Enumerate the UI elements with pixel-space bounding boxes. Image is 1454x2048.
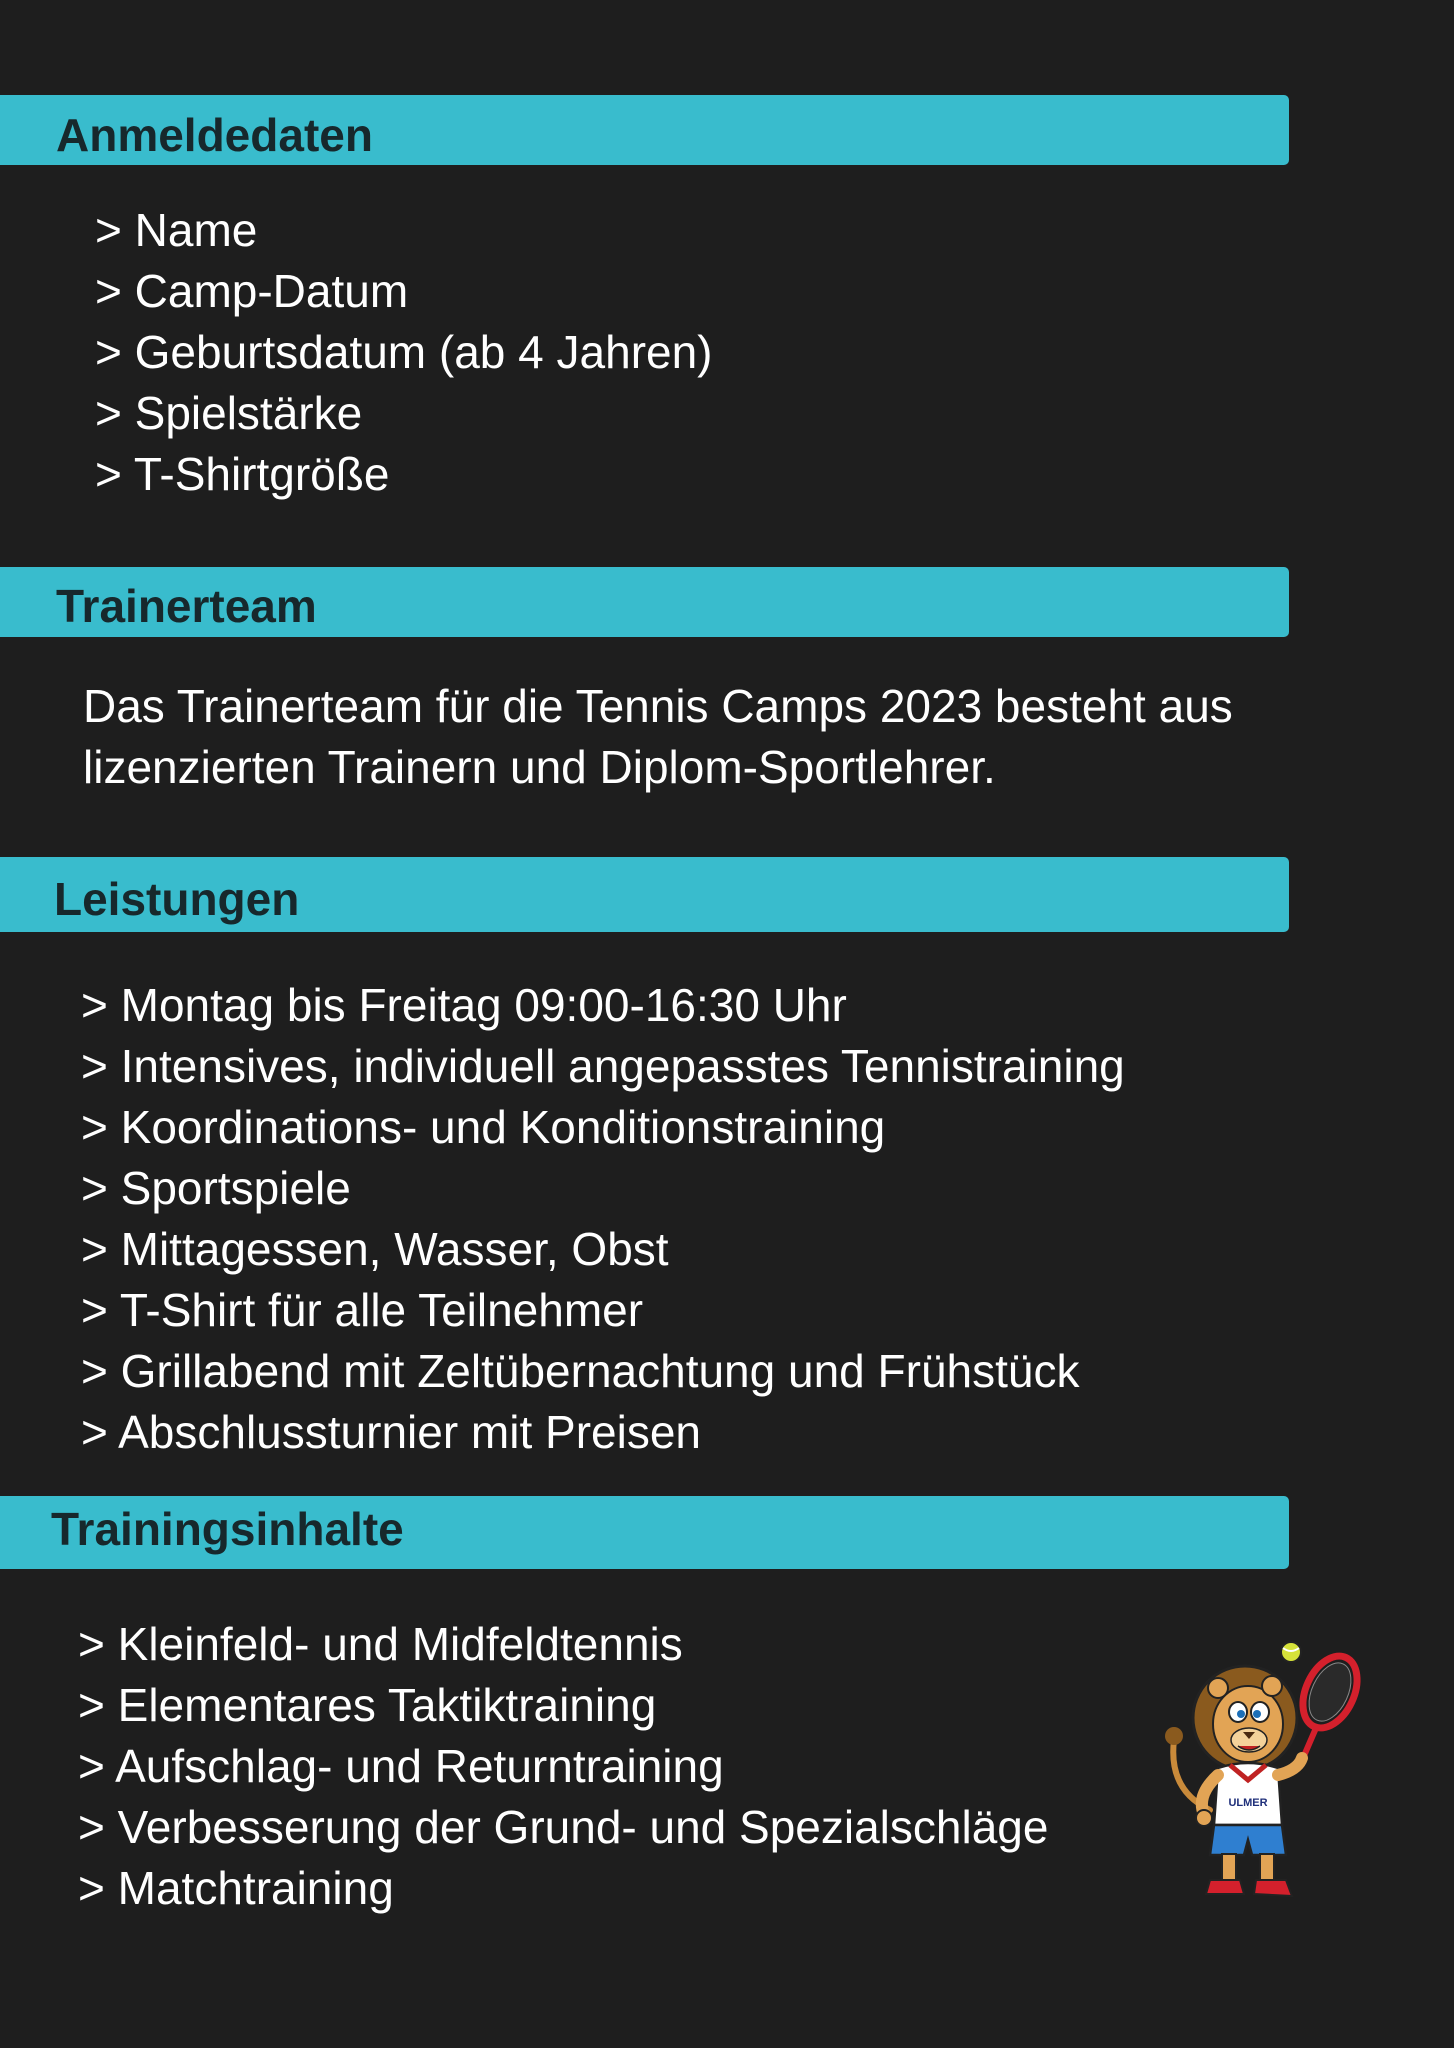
list-item: > T-Shirt für alle Teilnehmer [81,1284,644,1336]
trainerteam-description [83,676,1383,798]
list-item: > Montag bis Freitag 09:00-16:30 Uhr [81,979,847,1031]
anmeldedaten-list [95,200,713,505]
section-title-leistungen: Leistungen [54,873,300,925]
leistungen-list [81,975,1125,1463]
svg-text:ULMER: ULMER [1228,1797,1268,1809]
paragraph-line: Das Trainerteam für die Tennis Camps 2023 besteht aus [83,680,1233,732]
section-title-trainerteam: Trainerteam [56,580,317,632]
list-item: > Mittagessen, Wasser, Obst [81,1223,669,1275]
list-item: > Koordinations- und Konditionstraining [81,1101,886,1153]
section-title-trainingsinhalte: Trainingsinhalte [51,1503,404,1555]
list-item: > Grillabend mit Zeltübernachtung und Frühstück [81,1345,1080,1397]
paragraph-line: lizenzierten Trainern und Diplom-Sportlehrer. [83,741,996,793]
lion-tennis-mascot-icon [1160,1640,1370,1910]
list-item: > Matchtraining [78,1862,394,1914]
list-item: > Verbesserung der Grund- und Spezialschläge [78,1801,1049,1853]
trainingsinhalte-list [78,1614,1048,1919]
list-item: > Intensives, individuell angepasstes Tennistraining [81,1040,1125,1092]
list-item: > Camp-Datum [95,265,409,317]
list-item: > Abschlussturnier mit Preisen [81,1406,701,1458]
list-item: > Elementares Taktiktraining [78,1679,657,1731]
list-item: > Sportspiele [81,1162,351,1214]
list-item: > Kleinfeld- und Midfeldtennis [78,1618,683,1670]
section-title-anmeldedaten: Anmeldedaten [56,109,373,161]
list-item: > Aufschlag- und Returntraining [78,1740,724,1792]
list-item: > Geburtsdatum (ab 4 Jahren) [95,326,713,378]
list-item: > Spielstärke [95,387,363,439]
list-item: > Name [95,204,258,256]
list-item: > T-Shirtgröße [95,448,390,500]
